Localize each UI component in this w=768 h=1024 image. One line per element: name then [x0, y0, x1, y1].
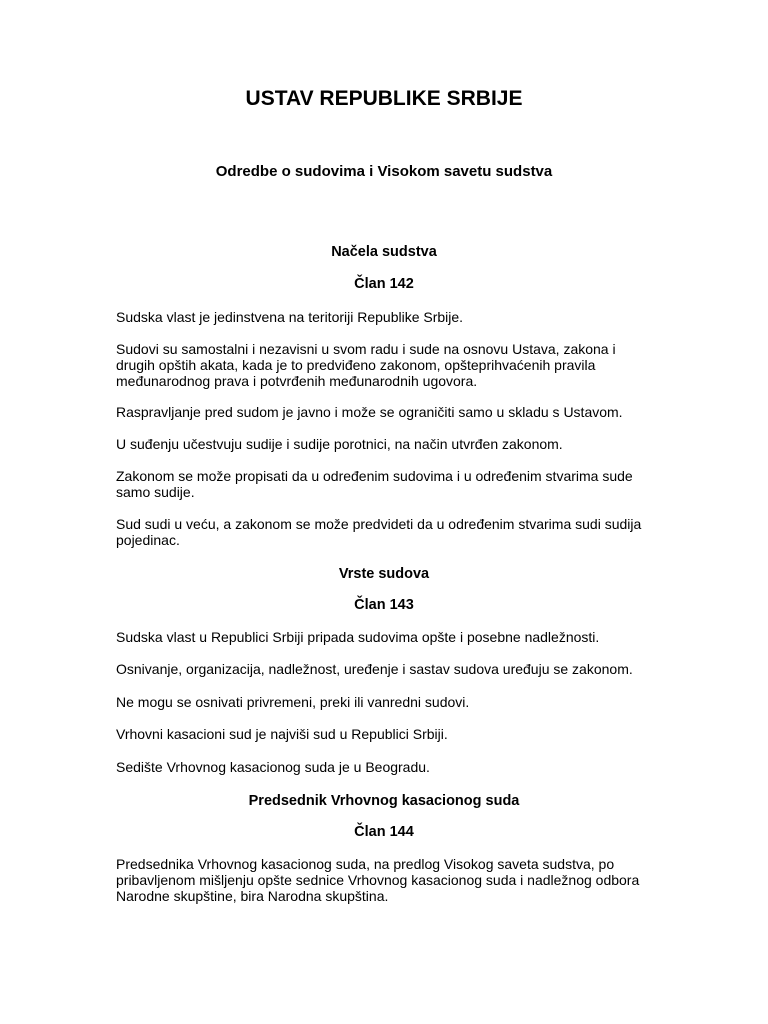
paragraph: Sedište Vrhovnog kasacionog suda je u Beogradu.: [116, 759, 430, 775]
paragraph: Vrhovni kasacioni sud je najviši sud u Republici Srbiji.: [116, 726, 448, 742]
document-subtitle: Odredbe o sudovima i Visokom savetu sudstva: [215, 163, 553, 180]
article-number-142: Član 142: [354, 276, 414, 292]
paragraph: Osnivanje, organizacija, nadležnost, uređenje i sastav sudova uređuju se zakonom.: [116, 661, 633, 677]
paragraph: Zakonom se može propisati da u određenim sudovima i u određenim stvarima sude samo sudije.: [116, 468, 633, 500]
article-number-143: Član 143: [354, 597, 414, 613]
document-title: USTAV REPUBLIKE SRBIJE: [245, 87, 523, 110]
paragraph: Sud sudi u veću, a zakonom se može predvideti da u određenim stvarima sudi sudija pojedinac.: [116, 516, 642, 548]
paragraph: Sudska vlast je jedinstvena na teritoriji Republike Srbije.: [116, 309, 464, 325]
paragraph: Sudska vlast u Republici Srbiji pripada sudovima opšte i posebne nadležnosti.: [116, 629, 600, 645]
section-heading-predsednik: Predsednik Vrhovnog kasacionog suda: [248, 793, 520, 809]
section-heading-vrste-sudova: Vrste sudova: [338, 566, 430, 582]
paragraph: Predsednika Vrhovnog kasacionog suda, na predlog Visokog saveta sudstva, po pribavljenom mišljenju opšte sednice Vrhovnog kasacionog suda i nadležnog odbora Narodne skupštine, bira Narodna skupština.: [116, 856, 640, 904]
paragraph: Ne mogu se osnivati privremeni, preki ili vanredni sudovi.: [116, 694, 470, 710]
paragraph: Raspravljanje pred sudom je javno i može se ograničiti samo u skladu s Ustavom.: [116, 404, 623, 420]
article-number-144: Član 144: [354, 824, 414, 840]
paragraph: Sudovi su samostalni i nezavisni u svom radu i sude na osnovu Ustava, zakona i drugih opštih akata, kada je to predviđeno zakonom, opšteprihvaćenih pravila međunarodnog prava i potvrđenih međunarodnih ugovora.: [116, 341, 616, 389]
section-heading-nacela-sudstva: Načela sudstva: [331, 244, 437, 260]
paragraph: U suđenju učestvuju sudije i sudije porotnici, na način utvrđen zakonom.: [116, 436, 563, 452]
